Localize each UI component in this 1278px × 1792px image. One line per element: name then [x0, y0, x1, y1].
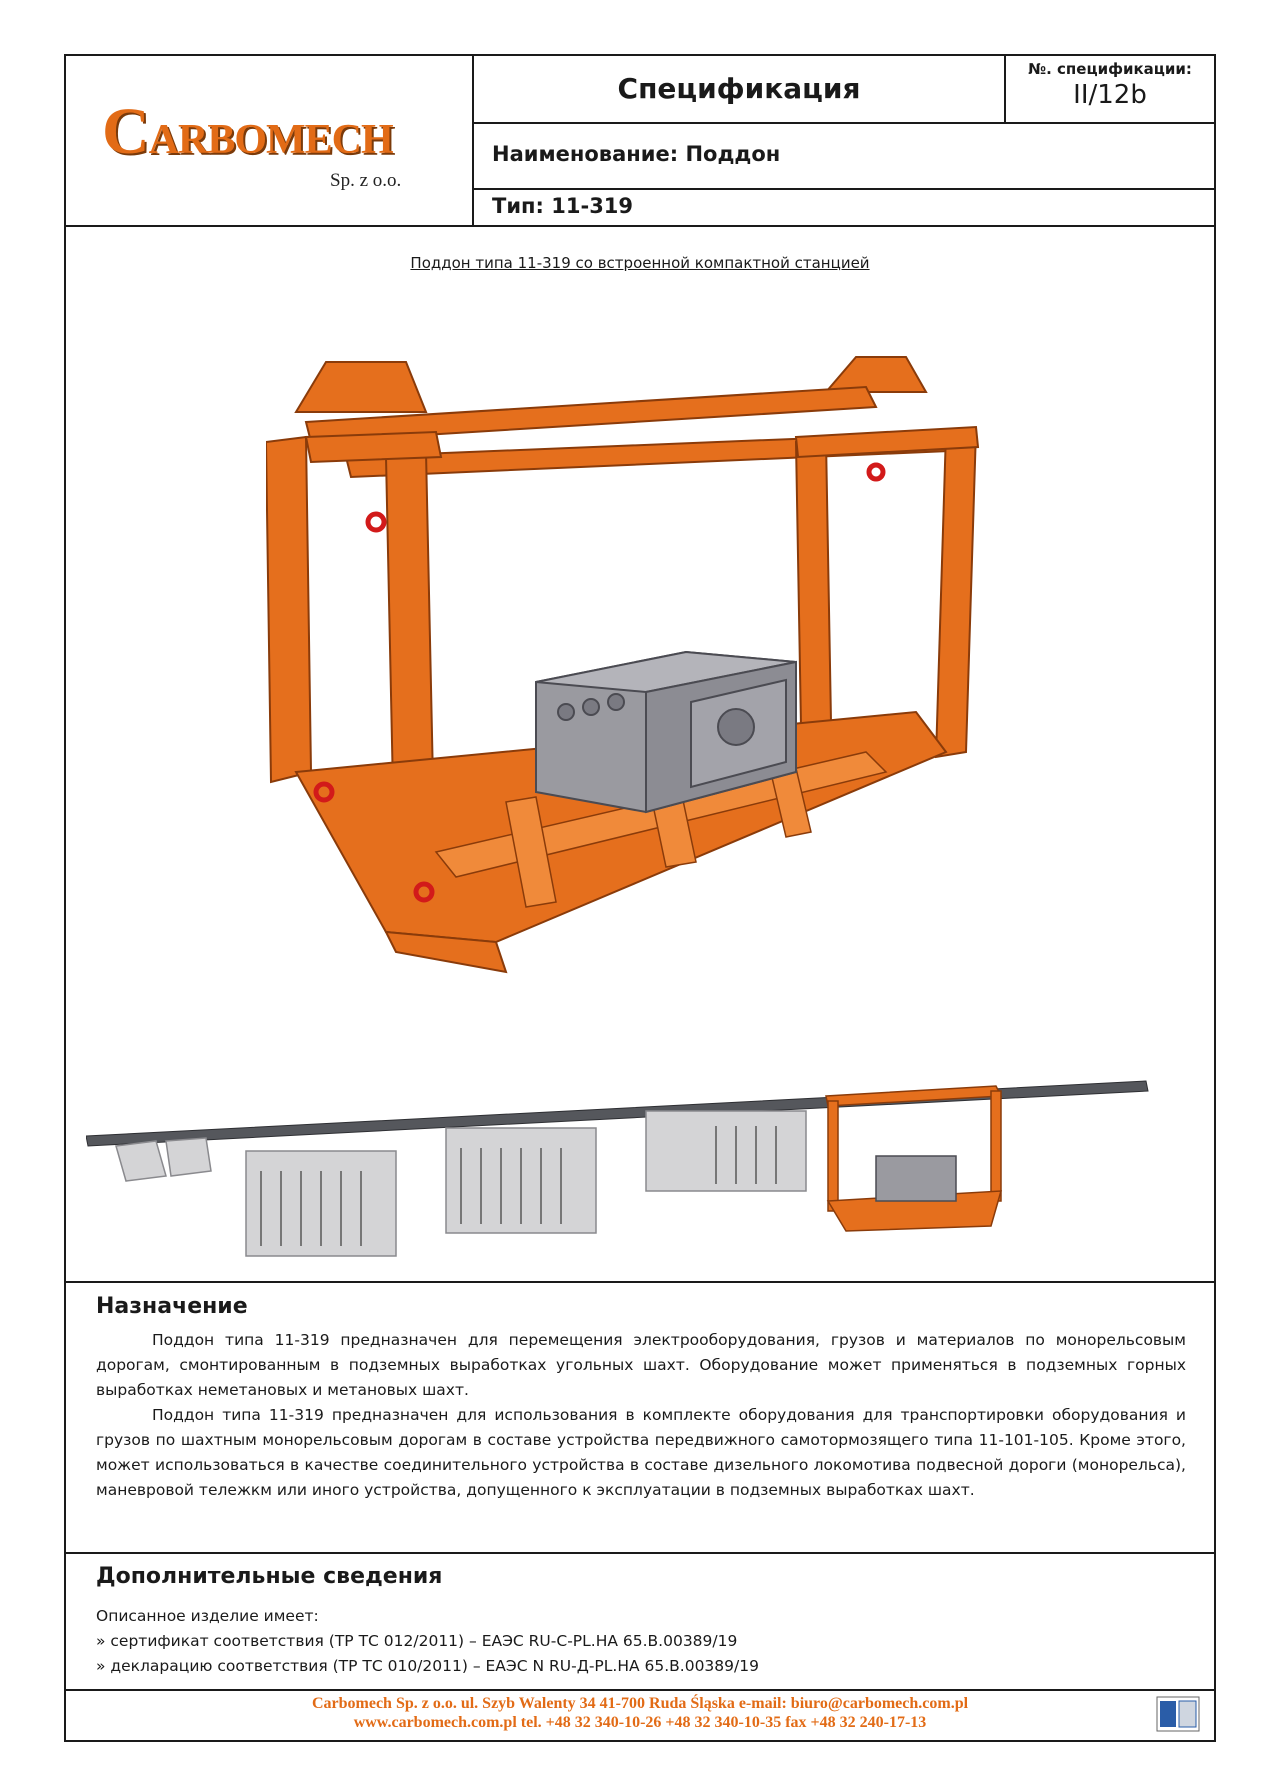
- footer-address: Carbomech Sp. z o.o. ul. Szyb Walenty 34 41-700 Ruda Śląska e-mail: biuro@carbomech.com.pl: [311, 1695, 969, 1712]
- purpose-text: [96, 1328, 1186, 1503]
- logo-cell: [66, 56, 474, 225]
- purpose-heading: Назначение: [96, 1294, 248, 1319]
- monorail-train-illustration: [86, 1076, 1186, 1266]
- name-cell: [474, 124, 1214, 190]
- header-divider: [66, 225, 1214, 227]
- additional-heading: Дополнительные сведения: [96, 1564, 443, 1589]
- spec-number-label: №. спецификации:: [1028, 60, 1192, 78]
- figure-caption: Поддон типа 11-319 со встроенной компактной станцией: [410, 254, 870, 272]
- spec-number-value: II/12b: [1073, 80, 1147, 110]
- type-cell: [474, 190, 1214, 225]
- document-title: Спецификация: [617, 72, 861, 105]
- footer: [66, 1694, 1214, 1732]
- spec-sheet: [64, 54, 1216, 1742]
- purpose-paragraph-1: Поддон типа 11-319 предназначен для перемещения электрооборудования, грузов и материалов по монорельсовым дорогам, смонтированным в подземных выработках угольных шахт. Оборудование может применяться в подземных горных выработках неметановых и метановых шахт.: [96, 1331, 1186, 1399]
- company-logo: CARBOMECH: [102, 95, 393, 168]
- footer-contacts: www.carbomech.com.pl tel. +48 32 340-10-26 +48 32 340-10-35 fax +48 32 240-17-13: [353, 1714, 927, 1731]
- header: [66, 56, 1214, 225]
- section-divider: [66, 1281, 1214, 1283]
- certificate-item: » сертификат соответствия (ТР ТС 012/2011) – ЕАЭС RU-C-PL.HA 65.B.00389/19: [96, 1632, 738, 1650]
- spec-number-cell: [1006, 56, 1214, 124]
- additional-info: [96, 1604, 759, 1679]
- product-name: Наименование: Поддон: [492, 142, 781, 166]
- section-divider: [66, 1552, 1214, 1554]
- logo-subtitle: Sp. z o.o.: [330, 170, 402, 191]
- additional-intro: Описанное изделие имеет:: [96, 1607, 319, 1625]
- title-cell: [474, 56, 1006, 124]
- pallet-illustration: [266, 332, 1026, 1032]
- footer-divider: [66, 1689, 1214, 1691]
- product-type: Тип: 11-319: [492, 194, 634, 218]
- certification-badge-icon: [1156, 1696, 1200, 1732]
- purpose-paragraph-2: Поддон типа 11-319 предназначен для использования в комплекте оборудования для транспортировки оборудования и грузов по шахтным монорельсовым дорогам в составе устройства передвижного самотормозящего типа 11-101-105. Кроме этого, может использоваться в качестве соединительного устройства в составе дизельного локомотива подвесной дороги (монорельса), маневровой тележкм или иного устройства, допущенного к эксплуатации в подземных выработках шахт.: [96, 1406, 1186, 1499]
- declaration-item: » декларацию соответствия (ТР ТС 010/2011) – ЕАЭС N RU-Д-PL.HA 65.B.00389/19: [96, 1657, 759, 1675]
